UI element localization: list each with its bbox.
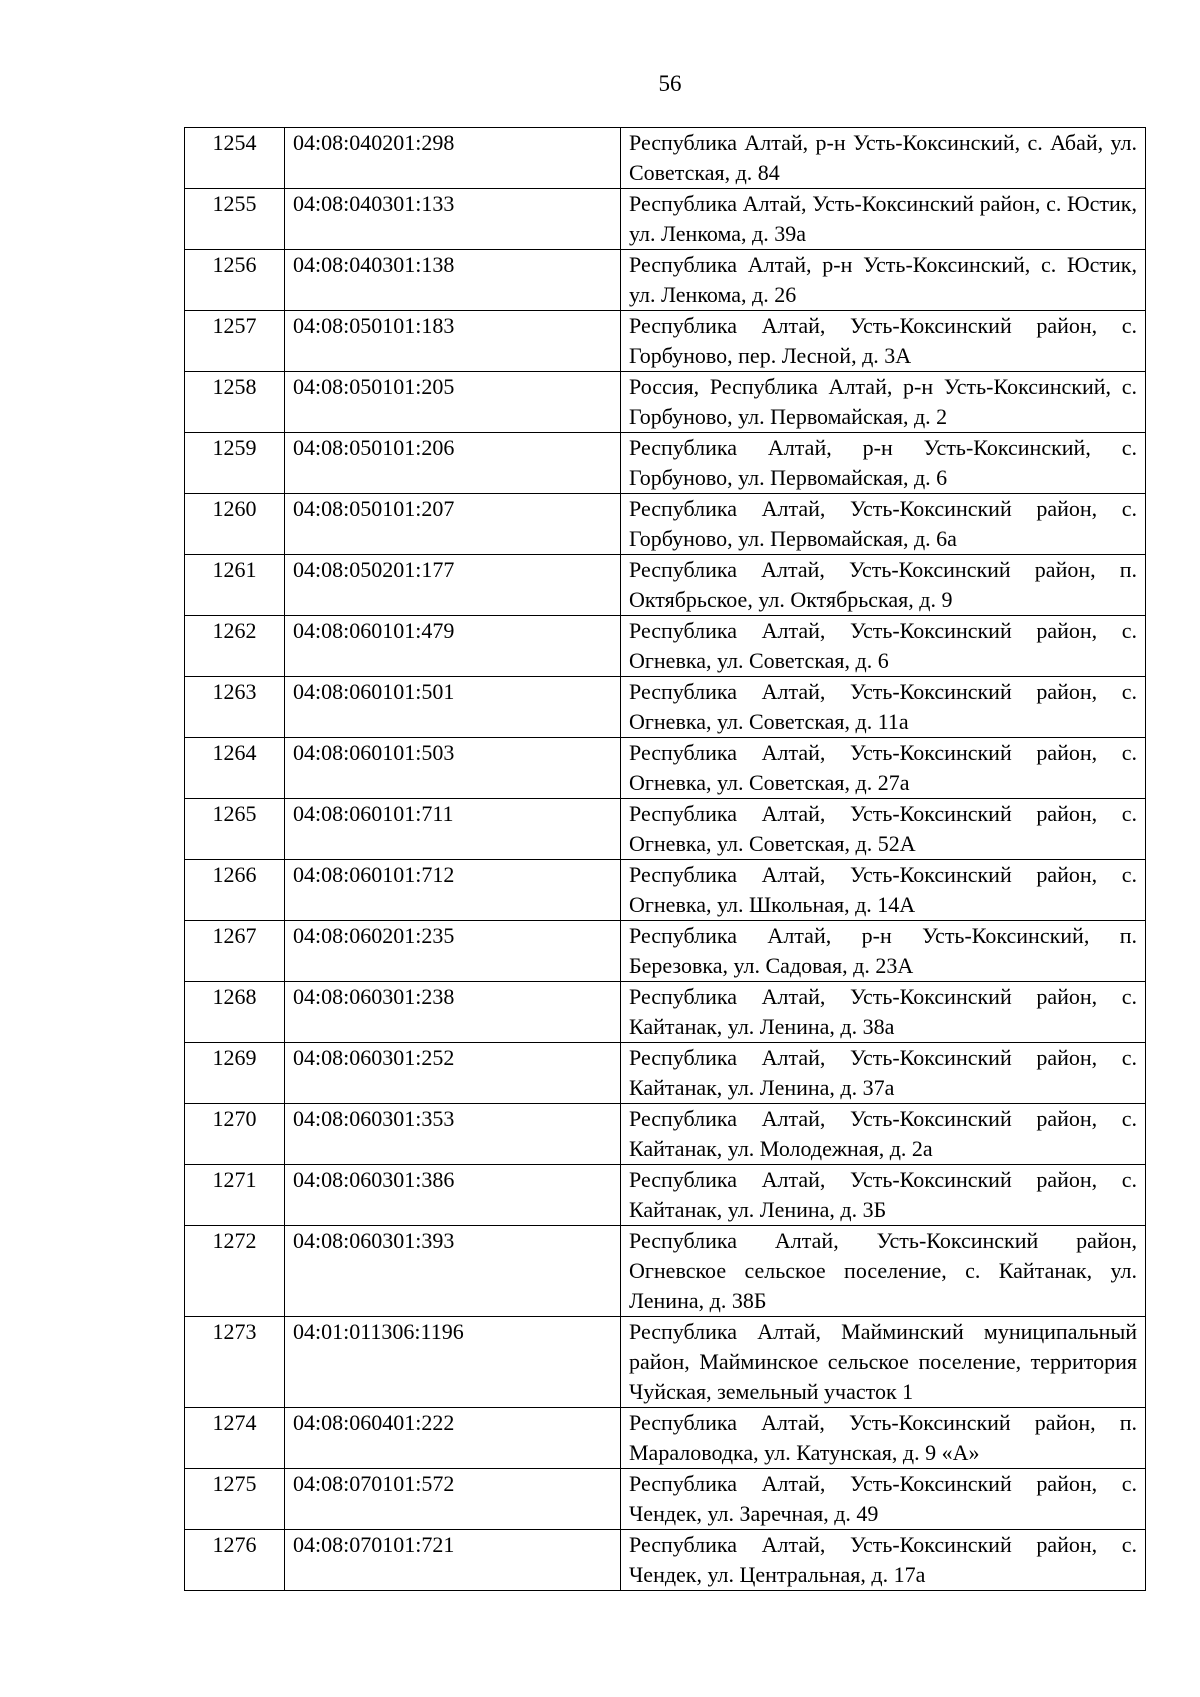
cadastral-number-cell: 04:08:070101:572 [285, 1469, 621, 1530]
address-cell: Республика Алтай, Усть-Коксинский район, с. Огневка, ул. Советская, д. 52А [621, 799, 1146, 860]
row-number-cell: 1266 [185, 860, 285, 921]
cadastral-number-cell: 04:08:060301:252 [285, 1043, 621, 1104]
cadastral-number-cell: 04:08:050101:205 [285, 372, 621, 433]
address-cell: Республика Алтай, Усть-Коксинский район, с. Горбуново, пер. Лесной, д. 3А [621, 311, 1146, 372]
address-cell: Республика Алтай, Усть-Коксинский район, с. Чендек, ул. Центральная, д. 17а [621, 1530, 1146, 1591]
address-cell: Республика Алтай, Усть-Коксинский район, с. Юстик, ул. Ленкома, д. 39а [621, 189, 1146, 250]
table-row [185, 799, 1146, 860]
page-number: 56 [658, 71, 682, 96]
cadastral-number-cell: 04:01:011306:1196 [285, 1317, 621, 1408]
cadastral-number-cell: 04:08:060101:711 [285, 799, 621, 860]
row-number-cell: 1264 [185, 738, 285, 799]
cadastral-number-cell: 04:08:050101:206 [285, 433, 621, 494]
row-number-cell: 1254 [185, 128, 285, 189]
row-number-cell: 1267 [185, 921, 285, 982]
table-row [185, 677, 1146, 738]
cadastral-number-cell: 04:08:060101:503 [285, 738, 621, 799]
table-row [185, 372, 1146, 433]
table-row [185, 250, 1146, 311]
cadastral-number-cell: 04:08:060301:386 [285, 1165, 621, 1226]
address-cell: Республика Алтай, Усть-Коксинский район, с. Огневка, ул. Школьная, д. 14А [621, 860, 1146, 921]
cadastral-number-cell: 04:08:060301:238 [285, 982, 621, 1043]
cadastral-number-cell: 04:08:040301:133 [285, 189, 621, 250]
table-row [185, 494, 1146, 555]
row-number-cell: 1257 [185, 311, 285, 372]
registry-table [184, 127, 1146, 1591]
address-cell: Республика Алтай, Усть-Коксинский район, п. Октябрьское, ул. Октябрьская, д. 9 [621, 555, 1146, 616]
registry-table-body [185, 128, 1146, 1591]
cadastral-number-cell: 04:08:040301:138 [285, 250, 621, 311]
address-cell: Республика Алтай, Усть-Коксинский район, с. Огневка, ул. Советская, д. 27а [621, 738, 1146, 799]
row-number-cell: 1260 [185, 494, 285, 555]
address-cell: Республика Алтай, Усть-Коксинский район, с. Кайтанак, ул. Ленина, д. 37а [621, 1043, 1146, 1104]
cadastral-number-cell: 04:08:050201:177 [285, 555, 621, 616]
cadastral-number-cell: 04:08:040201:298 [285, 128, 621, 189]
row-number-cell: 1265 [185, 799, 285, 860]
table-row [185, 982, 1146, 1043]
address-cell: Республика Алтай, Усть-Коксинский район, Огневское сельское поселение, с. Кайтанак, ул. Ленина, д. 38Б [621, 1226, 1146, 1317]
table-row [185, 189, 1146, 250]
address-cell: Республика Алтай, Усть-Коксинский район, с. Кайтанак, ул. Молодежная, д. 2а [621, 1104, 1146, 1165]
address-cell: Республика Алтай, р-н Усть-Коксинский, с. Абай, ул. Советская, д. 84 [621, 128, 1146, 189]
row-number-cell: 1259 [185, 433, 285, 494]
row-number-cell: 1262 [185, 616, 285, 677]
address-cell: Республика Алтай, Усть-Коксинский район, п. Мараловодка, ул. Катунская, д. 9 «А» [621, 1408, 1146, 1469]
row-number-cell: 1275 [185, 1469, 285, 1530]
table-row [185, 1165, 1146, 1226]
address-cell: Республика Алтай, Усть-Коксинский район, с. Огневка, ул. Советская, д. 6 [621, 616, 1146, 677]
cadastral-number-cell: 04:08:070101:721 [285, 1530, 621, 1591]
table-row [185, 1469, 1146, 1530]
address-cell: Республика Алтай, р-н Усть-Коксинский, п. Березовка, ул. Садовая, д. 23А [621, 921, 1146, 982]
table-row [185, 1226, 1146, 1317]
row-number-cell: 1276 [185, 1530, 285, 1591]
row-number-cell: 1268 [185, 982, 285, 1043]
table-row [185, 311, 1146, 372]
cadastral-number-cell: 04:08:050101:183 [285, 311, 621, 372]
table-row [185, 1530, 1146, 1591]
address-cell: Республика Алтай, Усть-Коксинский район, с. Огневка, ул. Советская, д. 11а [621, 677, 1146, 738]
table-row [185, 555, 1146, 616]
row-number-cell: 1273 [185, 1317, 285, 1408]
row-number-cell: 1255 [185, 189, 285, 250]
table-row [185, 128, 1146, 189]
row-number-cell: 1271 [185, 1165, 285, 1226]
address-cell: Республика Алтай, Усть-Коксинский район, с. Чендек, ул. Заречная, д. 49 [621, 1469, 1146, 1530]
cadastral-number-cell: 04:08:060101:712 [285, 860, 621, 921]
row-number-cell: 1274 [185, 1408, 285, 1469]
cadastral-number-cell: 04:08:060201:235 [285, 921, 621, 982]
row-number-cell: 1258 [185, 372, 285, 433]
table-row [185, 921, 1146, 982]
address-cell: Республика Алтай, р-н Усть-Коксинский, с. Горбуново, ул. Первомайская, д. 6 [621, 433, 1146, 494]
cadastral-number-cell: 04:08:050101:207 [285, 494, 621, 555]
address-cell: Республика Алтай, р-н Усть-Коксинский, с. Юстик, ул. Ленкома, д. 26 [621, 250, 1146, 311]
cadastral-number-cell: 04:08:060101:479 [285, 616, 621, 677]
cadastral-number-cell: 04:08:060101:501 [285, 677, 621, 738]
row-number-cell: 1272 [185, 1226, 285, 1317]
table-row [185, 738, 1146, 799]
address-cell: Республика Алтай, Усть-Коксинский район, с. Горбуново, ул. Первомайская, д. 6а [621, 494, 1146, 555]
row-number-cell: 1261 [185, 555, 285, 616]
table-row [185, 860, 1146, 921]
row-number-cell: 1270 [185, 1104, 285, 1165]
cadastral-number-cell: 04:08:060301:393 [285, 1226, 621, 1317]
row-number-cell: 1263 [185, 677, 285, 738]
cadastral-number-cell: 04:08:060401:222 [285, 1408, 621, 1469]
address-cell: Россия, Республика Алтай, р-н Усть-Коксинский, с. Горбуново, ул. Первомайская, д. 2 [621, 372, 1146, 433]
table-row [185, 1043, 1146, 1104]
table-row [185, 616, 1146, 677]
table-row [185, 1104, 1146, 1165]
row-number-cell: 1269 [185, 1043, 285, 1104]
table-row [185, 433, 1146, 494]
address-cell: Республика Алтай, Усть-Коксинский район, с. Кайтанак, ул. Ленина, д. 38а [621, 982, 1146, 1043]
cadastral-number-cell: 04:08:060301:353 [285, 1104, 621, 1165]
address-cell: Республика Алтай, Майминский муниципальный район, Майминское сельское поселение, территория Чуйская, земельный участок 1 [621, 1317, 1146, 1408]
table-row [185, 1317, 1146, 1408]
table-row [185, 1408, 1146, 1469]
address-cell: Республика Алтай, Усть-Коксинский район, с. Кайтанак, ул. Ленина, д. 3Б [621, 1165, 1146, 1226]
row-number-cell: 1256 [185, 250, 285, 311]
